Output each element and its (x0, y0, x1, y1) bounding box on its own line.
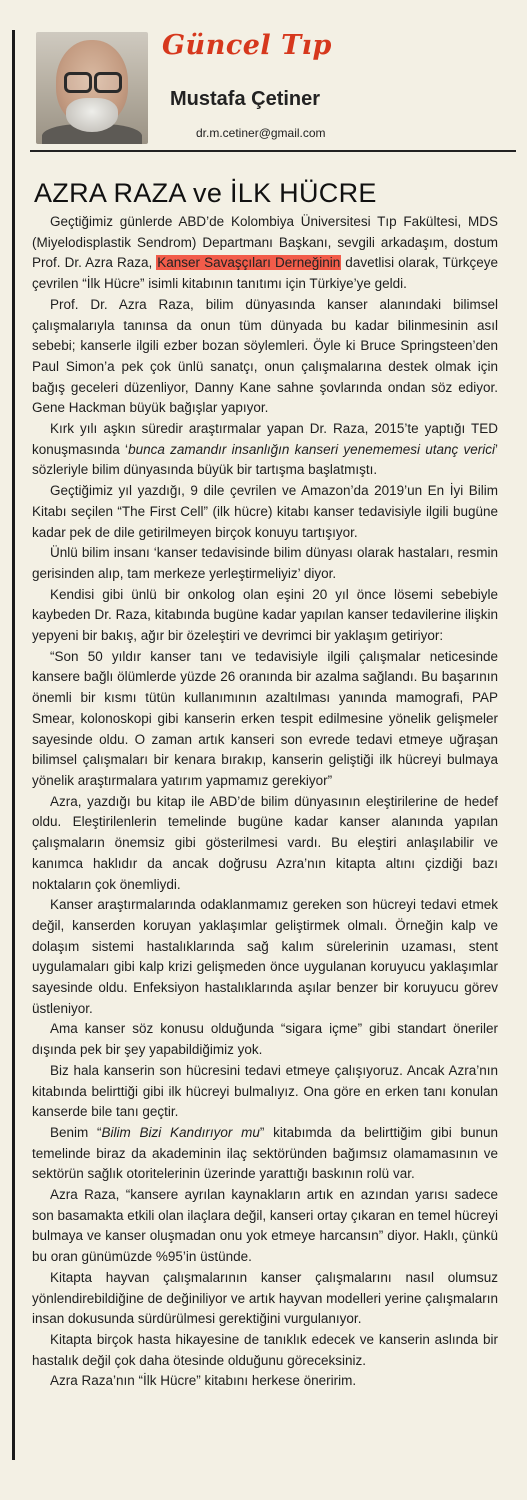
paragraph: “Son 50 yıldır kanser tanı ve tedavisiyle ilgili çalışmalar neticesinde kansere bağlı ölümlerde yüzde 26 oranında bir azalma sağlandı. Bu başarının önemli bir kısmı tütün kullanımının azaltılması yanında mamografi, PAP Smear, kolonoskopi gibi kanserin erken tespit edilmesine yönelik gelişmeler sayesinde oldu. O zaman artık kanseri son evrede tedavi etmeye uğraşan bilimsel çalışmaları bir kenara bırakıp, kanserin geliştiği ilk hücreyi bulmaya yönelik araştırmalara yatırım yapmamız gerekiyor” (32, 648, 498, 788)
author-name: Mustafa Çetiner (170, 88, 321, 110)
paragraph (32, 419, 498, 481)
author-photo (36, 32, 148, 144)
column-rule (12, 30, 15, 1460)
column-header (36, 26, 516, 146)
paragraph: Kitapta hayvan çalışmalarının kanser çalışmalarını nasıl olumsuz yönlendirebildiğine de değiniliyor ve artık hayvan modelleri yerine çalışmaların insan dokusunda sürdürülmesi gerektiğini vurgulanıyor. (32, 1269, 498, 1327)
paragraph-text: Geçtiğimiz günlerde ABD’de Kolombiya Üniversitesi Tıp Fakültesi, MDS (Miyelodisplastik Sendrom) Departmanı Başkanı, sevgili arkadaşım, dostum Prof. Dr. Azra Raza, (32, 214, 498, 271)
paragraph: Azra Raza, “kansere ayrılan kaynakların artık en azından yarısı sadece son basamakta etkili olan ilaçlara değil, kanseri ortay çıkaran en temel hücreyi bulmaya ve kanser oluşmadan onu yok etmeye harcansın” diyor. Haklı, çünkü bu oran günümüzde %95’in üstünde. (32, 1187, 498, 1265)
paragraph-text: davetlisi olarak, Türkçeye çevrilen “İlk Hücre” isimli kitabının tanıtımı için Türkiye’ye geldi. (32, 255, 498, 292)
paragraph: Azra Raza’nın “İlk Hücre” kitabını herkese öneririm. (50, 1373, 357, 1389)
article-body (32, 212, 498, 1392)
paragraph: Kitapta birçok hasta hikayesine de tanıklık edecek ve kanserin aslında bir hastalık değil çok daha ötesinde olduğunu göreceksiniz. (32, 1331, 498, 1368)
paragraph (32, 1123, 498, 1185)
paragraph: Kendisi gibi ünlü bir onkolog olan eşini 20 yıl önce lösemi sebebiyle kaybeden Dr. Raza, kitabında bugüne kadar yapılan kanser tedavilerine ilişkin yepyeni bir bakış, ağır bir özeleştiri ve devrimci bir yaklaşım getiriyor: (32, 586, 498, 644)
paragraph: Prof. Dr. Azra Raza, bilim dünyasında kanser alanındaki bilimsel çalışmalarıyla tanınsa da onun tüm dünyada bu kadar bilinmesinin asıl sebebi; kanserle ilgili ezber bozan söylemleri. Öyle ki Bruce Springsteen’den Paul Simon’a pek çok ünlü sanatçı, onun çalışmalarına destek olmak için bağış geceleri düzenliyor, Danny Kane sahne şovlarında ondan söz ediyor. Gene Hackman büyük bağışlar yapıyor. (32, 296, 498, 416)
photo-glasses-left (64, 72, 92, 93)
paragraph: Ünlü bilim insanı ‘kanser tedavisinde bilim dünyası olarak hastaları, resmin gerisinden alıp, tam merkeze yerleştirmeliyiz’ diyor. (32, 545, 498, 581)
paragraph (32, 212, 498, 295)
paragraph: Biz hala kanserin son hücresini tedavi etmeye çalışıyoruz. Ancak Azra’nın kitabında belirttiği gibi ilk hücreyi bulmalıyız. Ona göre en erken tanı konulan kanserde bile tanı geçtir. (32, 1062, 498, 1120)
paragraph: Azra, yazdığı bu kitap ile ABD’de bilim dünyasının eleştirilerine de hedef oldu. Eleştirilenlerin temelinde bugüne kadar kanser alanında yapılan çalışmaların önemsiz gibi gösterilmesi vardı. Bu eleştiri anlaşılabilir ve kanımca haklıdır da ancak doğrusu Azra’nın kitapta altını çizdiği bazı noktaların çok önemliydi. (32, 793, 498, 892)
paragraph: Ama kanser söz konusu olduğunda “sigara içme” gibi standart öneriler dışında pek bir şey yapabildiğimiz yok. (32, 1021, 498, 1058)
photo-beard (66, 98, 118, 132)
paragraph: Kanser araştırmalarında odaklanmamız gereken son hücreyi tedavi etmek değil, kanserden koruyan yaklaşımlar geliştirmek olmalı. Örneğin kalp ve dolaşım sistemi hastalıklarında sağ kalım sürelerinin uzaması, stent uygulamaları gibi kalp krizi gelişmeden önce uygulanan koruyucu yaklaşımlar sayesinde oldu. Enfeksiyon hastalıklarında aşılar benzer bir koruyucu görev üstleniyor. (32, 897, 498, 1016)
paragraph-text: Kırk yılı aşkın süredir araştırmalar yapan Dr. Raza, 2015’te yaptığı TED konuşmasında ‘ (32, 421, 498, 457)
paragraph-text: Benim “ (50, 1124, 102, 1140)
article-title: AZRA RAZA ve İLK HÜCRE (34, 178, 377, 209)
paragraph-text: ” kitabımda da belirttiğim gibi bunun temelinde biraz da akademinin ilaç sektöründen bağımsız olamamasının ve sektörün sağlık otoritelerinin üzerinde yarattığı baskının rolü var. (32, 1124, 498, 1182)
section-tag: Güncel Tıp (162, 30, 332, 61)
paragraph: Geçtiğimiz yıl yazdığı, 9 dile çevrilen ve Amazon’da 2019’un En İyi Bilim Kitabı seçilen “The First Cell” (ilk hücre) kitabı kanser tedavisiyle ilgili bugüne kadar pek de dile getirilmeyen birçok konuyu tartışıyor. (32, 483, 498, 540)
paragraph-text: ’ sözleriyle bilim dünyasında büyük bir tartışma başlatmıştı. (32, 441, 498, 478)
header-divider (30, 150, 516, 152)
author-email: dr.m.cetiner@gmail.com (196, 126, 326, 140)
italic-book-title: Bilim Bizi Kandırıyor mu (101, 1124, 260, 1140)
photo-glasses-right (94, 72, 122, 93)
italic-quote: bunca zamandır insanlığın kanseri yenememesi utanç verici (128, 441, 495, 457)
highlighted-text: Kanser Savaşçıları Derneğinin (157, 255, 341, 271)
